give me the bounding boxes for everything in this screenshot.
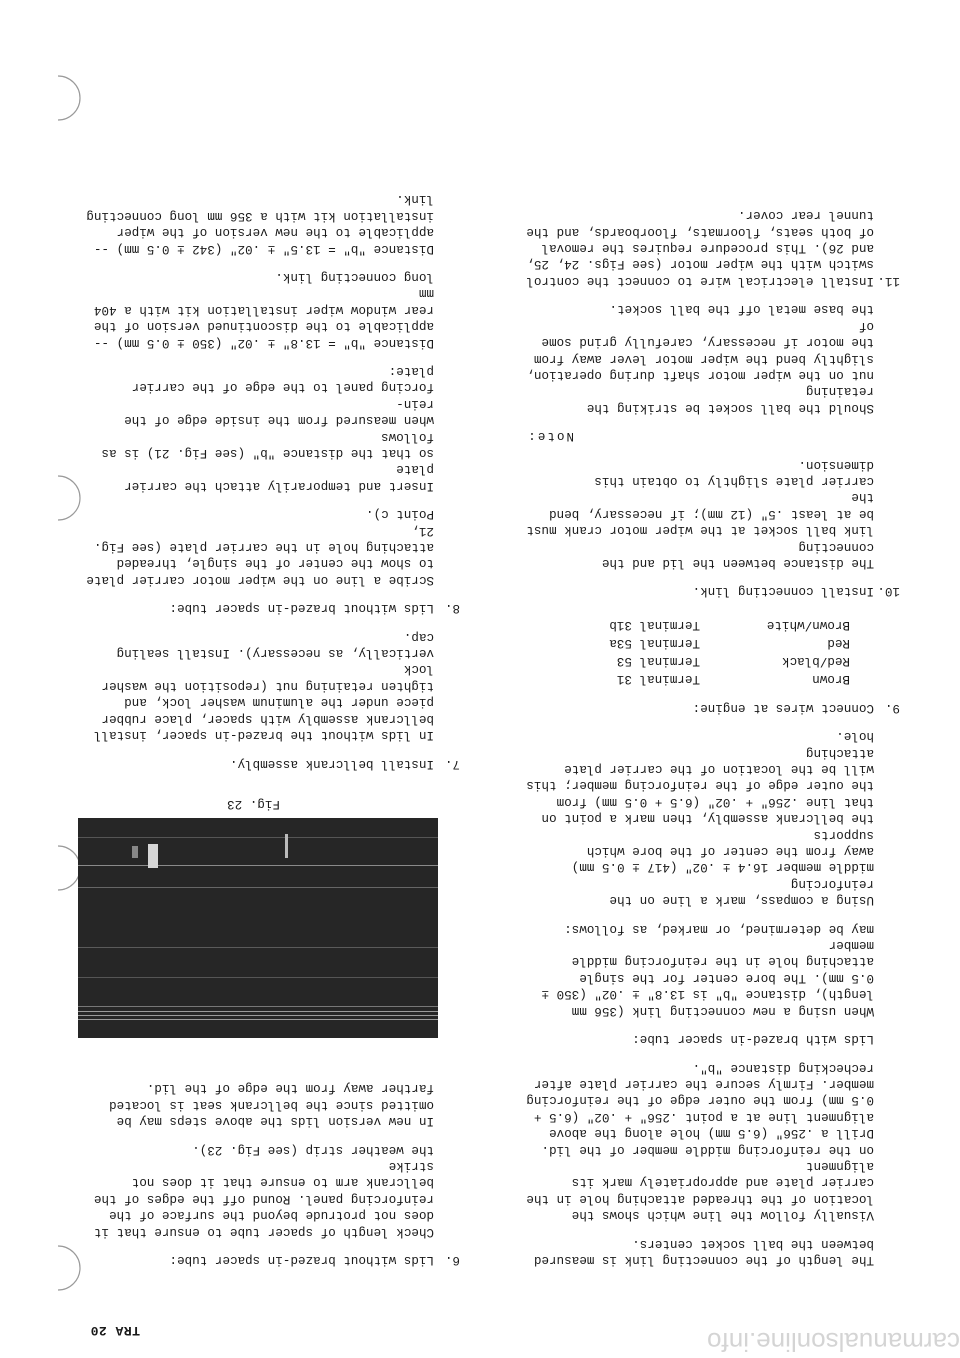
step-6 — [80, 1068, 460, 1268]
step-8-continued — [520, 716, 900, 1268]
step-paragraph: Lids with brazed-in spacer tube: — [632, 1032, 874, 1047]
step-lead: Lids without brazed-in spacer tube: — [169, 1253, 434, 1267]
step-lead: Install bellcrank assembly. — [229, 756, 434, 771]
step-paragraph: Check length of spacer tube to ensure that it does not protrude beyond the surface of the reinforcing panel. Round off the edges of the bellcrank arm to ensure that it does not strike the weather strip (see Fig. 23). — [93, 1142, 434, 1239]
step-paragraph: The distance between the lid and the connecting link ball socket at the wiper motor crank must be at least .5" (12 mm); if necessary, bend the carrier plate slightly to obtain this dimension. — [526, 457, 874, 570]
step-paragraph: The length of the connecting link is measured between the ball socket centers. — [533, 1236, 874, 1267]
step-paragraph: Install electrical wire to connect the control switch with the wiper motor (see Figs. 24, 25, and 26). This procedure requires the removal of both seats, floormats, floorboards, and the tunnel rear cover. — [526, 208, 874, 288]
note-text: Should the ball socket be striking the retaining nut on the wiper motor shaft during operation, slightly bend the wiper motor lever away from the motor if necessary, carefully grind some of the base metal off the ball socket. — [526, 302, 874, 415]
step-10 — [520, 289, 900, 600]
wire-terminal: Terminal 53 — [616, 654, 700, 669]
wire-row — [520, 615, 850, 633]
watermark-text: carmanualsonline.info — [707, 1327, 960, 1357]
column-steps-6-8 — [80, 179, 460, 1268]
wire-terminal: Terminal 31b — [609, 618, 700, 633]
wire-terminal: Terminal 53a — [609, 636, 700, 651]
column-steps-8-11 — [520, 195, 900, 1268]
step-paragraph: Scribe a line on the wiper motor carrier plate to show the center of the single, threaded attaching hole in the carrier plate (see Fig. 21, Point c). — [86, 507, 434, 587]
page-header: TRA 20 — [90, 1323, 140, 1338]
note-label: Note: — [526, 429, 574, 444]
step-8 — [80, 179, 460, 616]
wire-row — [520, 669, 850, 687]
step-lead: Connect wires at engine: — [692, 700, 874, 715]
step-11 — [520, 195, 900, 289]
figure-23-photo — [78, 818, 438, 1038]
step-7 — [80, 616, 460, 771]
step-number: 7. — [444, 756, 460, 771]
wire-table — [520, 615, 850, 687]
step-paragraph: Distance "b" = 13.5" ± .02" (342 ± 0.5 mm) -- applicable to the new version of the wiper installation kit with a 356 mm long connecting link. — [86, 192, 434, 256]
wire-row — [520, 633, 850, 651]
step-number: 8. — [444, 601, 460, 616]
wire-terminal: Terminal 31 — [616, 672, 700, 687]
step-paragraph: Distance "b" = 13.8" ± .02" (350 ± 0.5 mm) -- applicable to the discontinued version of the rear window wiper installation kit with a 404 mm long connecting link. — [93, 269, 434, 350]
step-number: 9. — [884, 700, 900, 715]
step-paragraph: In new version lids the above steps may be omitted since the bellcrank seat is located farther away from the edge of the lid. — [109, 1081, 434, 1129]
step-lead: Install connecting link. — [692, 584, 874, 599]
figure-caption: Fig. 23 — [227, 796, 280, 811]
step-paragraph: Using a compass, mark a line on the reinforcing middle member 16.4 ± .02" (417 ± 0.5 mm) away from the center of the bore which supports the bellcrank assembly, then mark a point on that line .256" + .02" (6.5 + 0.5 mm) from the outer edge of the reinforcing member; this will be the location of the carrier plate attaching hole. — [526, 729, 874, 908]
step-number: 6. — [444, 1253, 460, 1267]
wire-color: Brown — [812, 672, 850, 687]
step-paragraph: When using a new connecting link (356 mm length), distance "b" is 13.8" ± .02" (350 ± 0.5 mm). The bore center for the single attaching hole in the reinforcing middle member may be determined, or marked, as follows: — [541, 921, 874, 1018]
wire-color: Brown/white — [766, 618, 850, 633]
step-lead: Lids without brazed-in spacer tube: — [169, 601, 434, 616]
step-number: 11. — [877, 273, 900, 288]
wire-color: Red/black — [781, 654, 850, 669]
step-number: 10. — [877, 584, 900, 599]
wire-row — [520, 651, 850, 669]
step-9 — [520, 599, 900, 715]
binder-hole-icon — [38, 68, 98, 128]
step-paragraph: In lids without the brazed-in spacer, install bellcrank assembly with spacer, place rubber piece under the aluminum washer lock, and tighten retaining nut (reposition the washer lock vertically, as necessary). Install sealing cap. — [93, 629, 434, 743]
step-paragraph: Visually follow the line which shows the location of the threaded attaching hole in the carrier plate and appropriately mark its alignment on the reinforcing middle member of the lid. Drill a .256" (6.5 mm) hole along the above alignment line at a point .256" + .02" (6.5 + 0.5 mm) from the outer edge of the reinforcing member. Firmly secure the carrier plate after rechecking distance "b". — [526, 1060, 874, 1223]
wire-color: Red — [827, 636, 850, 651]
step-paragraph: Insert and temporarily attach the carrier plate so that the distance "b" (see Fig. 21) is as follows when measured from the inside edge of the rein- forcing panel to the edge of the carrier plate: — [101, 364, 434, 493]
